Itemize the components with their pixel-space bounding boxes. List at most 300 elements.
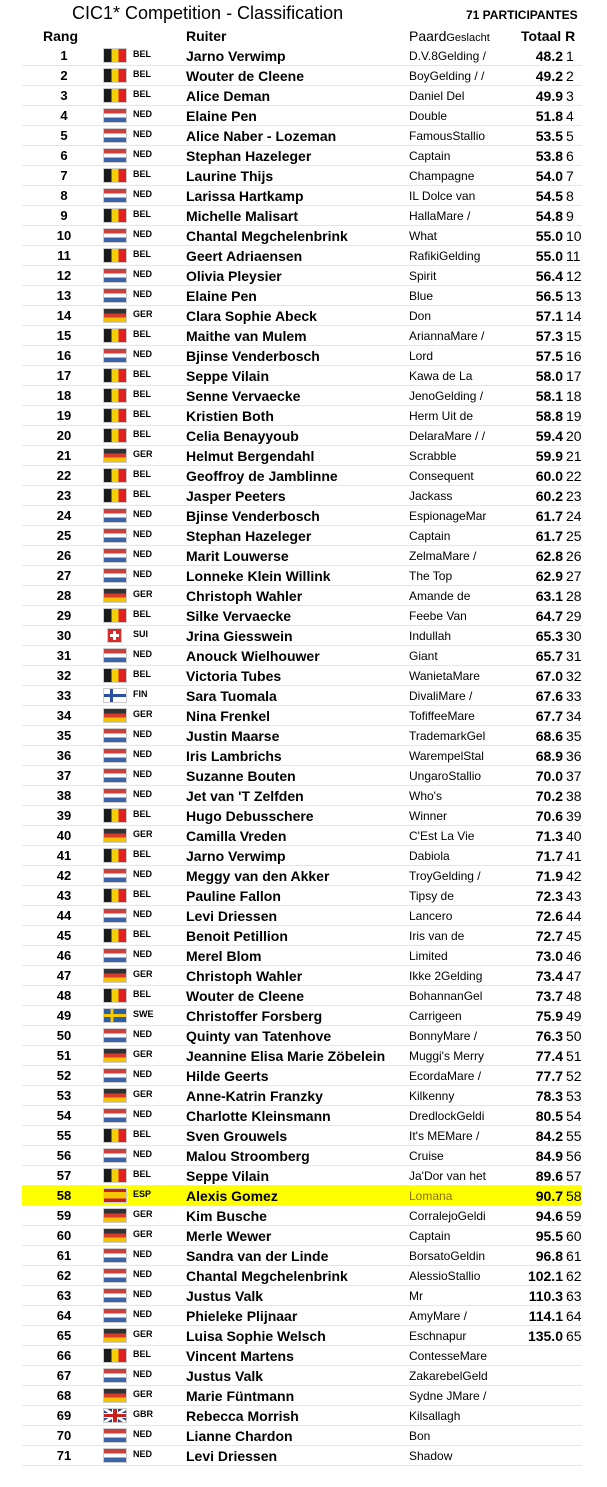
rank-cell: 29 xyxy=(56,608,72,623)
table-row xyxy=(22,86,582,106)
rider-cell: Clara Sophie Abeck xyxy=(186,308,317,324)
flag-ned-icon xyxy=(103,868,127,883)
horse-cell: Daniel Del xyxy=(409,89,465,103)
nation-cell: GER xyxy=(133,969,153,979)
table-row xyxy=(22,606,582,626)
position-cell: 36 xyxy=(566,748,582,764)
horse-cell: Scrabble xyxy=(409,449,457,463)
rider-cell: Sara Tuomala xyxy=(186,688,277,704)
flag-swe-icon xyxy=(103,1008,127,1023)
rank-cell: 7 xyxy=(60,168,68,183)
flag-bel-icon xyxy=(103,888,127,903)
rank-cell: 34 xyxy=(56,708,72,723)
horse-cell: Bon xyxy=(409,1429,431,1443)
rank-cell: 57 xyxy=(56,1168,72,1183)
rider-cell: Elaine Pen xyxy=(186,288,257,304)
rider-cell: Senne Vervaecke xyxy=(186,388,301,404)
rider-cell: Sandra van der Linde xyxy=(186,1248,329,1264)
table-row xyxy=(22,1266,582,1286)
nation-cell: NED xyxy=(133,269,153,279)
table-row xyxy=(22,846,582,866)
table-row xyxy=(22,1246,582,1266)
horse-cell: Muggi's Merry xyxy=(409,1049,484,1063)
position-cell: 33 xyxy=(566,688,582,704)
flag-bel-icon xyxy=(103,928,127,943)
table-row xyxy=(22,306,582,326)
score-cell: 67.0 xyxy=(535,668,563,684)
score-cell: 102.1 xyxy=(527,1268,563,1284)
score-cell: 67.7 xyxy=(535,708,563,724)
table-row xyxy=(22,186,582,206)
position-cell: 56 xyxy=(566,1148,582,1164)
rank-cell: 70 xyxy=(56,1428,72,1443)
table-row xyxy=(22,926,582,946)
horse-cell: Blue xyxy=(409,289,434,303)
position-cell: 4 xyxy=(566,108,574,124)
score-cell: 56.5 xyxy=(535,288,563,304)
position-cell: 28 xyxy=(566,588,582,604)
rider-cell: Lonneke Klein Willink xyxy=(186,568,331,584)
flag-ned-icon xyxy=(103,788,127,803)
score-cell: 57.1 xyxy=(535,308,563,324)
flag-ned-icon xyxy=(103,1288,127,1303)
flag-ger-icon xyxy=(103,968,127,983)
score-cell: 76.3 xyxy=(535,1028,563,1044)
rank-cell: 49 xyxy=(56,1008,72,1023)
table-row xyxy=(22,766,582,786)
position-cell: 26 xyxy=(566,548,582,564)
table-row xyxy=(22,1386,582,1406)
position-cell: 59 xyxy=(566,1208,582,1224)
rider-cell: Chantal Megchelenbrink xyxy=(186,1268,348,1284)
table-row xyxy=(22,146,582,166)
nation-cell: BEL xyxy=(133,69,151,79)
rider-cell: Sven Grouwels xyxy=(186,1128,288,1144)
flag-bel-icon xyxy=(103,808,127,823)
title-row xyxy=(0,0,607,27)
flag-bel-icon xyxy=(103,848,127,863)
horse-cell: Consequent xyxy=(409,469,474,483)
rider-cell: Silke Vervaecke xyxy=(186,608,292,624)
horse-cell: Ikke 2Gelding xyxy=(409,969,483,983)
nation-cell: BEL xyxy=(133,429,151,439)
rider-cell: Iris Lambrichs xyxy=(186,748,282,764)
horse-cell: Spirit xyxy=(409,269,437,283)
nation-cell: NED xyxy=(133,289,153,299)
rider-cell: Levi Driessen xyxy=(186,1448,278,1464)
rank-cell: 46 xyxy=(56,948,72,963)
rider-cell: Vincent Martens xyxy=(186,1348,294,1364)
table-row xyxy=(22,1326,582,1346)
flag-ger-icon xyxy=(103,1388,127,1403)
position-cell: 21 xyxy=(566,448,582,464)
score-cell: 78.3 xyxy=(535,1088,563,1104)
score-cell: 96.8 xyxy=(535,1248,563,1264)
rank-cell: 42 xyxy=(56,868,72,883)
flag-ger-icon xyxy=(103,828,127,843)
rank-cell: 56 xyxy=(56,1148,72,1163)
score-cell: 84.2 xyxy=(535,1128,563,1144)
rider-cell: Anne-Katrin Franzky xyxy=(186,1088,323,1104)
table-row xyxy=(22,786,582,806)
table-row xyxy=(22,1026,582,1046)
rank-cell: 13 xyxy=(56,288,72,303)
score-cell: 77.7 xyxy=(535,1068,563,1084)
position-cell: 55 xyxy=(566,1128,582,1144)
table-row xyxy=(22,466,582,486)
horse-cell: Dabiola xyxy=(409,849,450,863)
rider-cell: Kristien Both xyxy=(186,408,274,424)
nation-cell: GER xyxy=(133,1389,153,1399)
rider-cell: Larissa Hartkamp xyxy=(186,188,304,204)
nation-cell: GER xyxy=(133,309,153,319)
horse-cell: Cruise xyxy=(409,1149,444,1163)
rank-cell: 63 xyxy=(56,1288,72,1303)
score-cell: 62.8 xyxy=(535,548,563,564)
position-cell: 42 xyxy=(566,868,582,884)
rank-cell: 12 xyxy=(56,268,72,283)
rider-cell: Seppe Vilain xyxy=(186,1168,269,1184)
horse-cell: Feebe Van xyxy=(409,609,467,623)
table-row xyxy=(22,66,582,86)
rider-cell: Jet van 'T Zelfden xyxy=(186,788,304,804)
horse-cell: HallaMare / xyxy=(409,209,471,223)
position-cell: 57 xyxy=(566,1168,582,1184)
position-cell: 41 xyxy=(566,848,582,864)
horse-cell: Captain xyxy=(409,529,451,543)
position-cell: 35 xyxy=(566,728,582,744)
position-cell: 7 xyxy=(566,168,574,184)
nation-cell: NED xyxy=(133,129,153,139)
score-cell: 94.6 xyxy=(535,1208,563,1224)
score-cell: 61.7 xyxy=(535,528,563,544)
score-cell: 57.3 xyxy=(535,328,563,344)
rank-cell: 47 xyxy=(56,968,72,983)
horse-cell: AmyMare / xyxy=(409,1309,468,1323)
score-cell: 75.9 xyxy=(535,1008,563,1024)
table-row xyxy=(22,566,582,586)
score-cell: 72.3 xyxy=(535,888,563,904)
nation-cell: NED xyxy=(133,1449,153,1459)
table-row xyxy=(22,1086,582,1106)
flag-bel-icon xyxy=(103,608,127,623)
nation-cell: BEL xyxy=(133,49,151,59)
rider-cell: Merle Wewer xyxy=(186,1228,272,1244)
flag-bel-icon xyxy=(103,668,127,683)
rank-cell: 40 xyxy=(56,828,72,843)
score-cell: 72.7 xyxy=(535,928,563,944)
position-cell: 47 xyxy=(566,968,582,984)
position-cell: 50 xyxy=(566,1028,582,1044)
rank-cell: 50 xyxy=(56,1028,72,1043)
table-row xyxy=(22,646,582,666)
rider-cell: Bjinse Venderbosch xyxy=(186,508,320,524)
flag-ned-icon xyxy=(103,228,127,243)
rider-cell: Kim Busche xyxy=(186,1208,267,1224)
nation-cell: BEL xyxy=(133,1129,151,1139)
table-row xyxy=(22,126,582,146)
position-cell: 5 xyxy=(566,128,574,144)
position-cell: 51 xyxy=(566,1048,582,1064)
table-row xyxy=(22,246,582,266)
position-cell: 43 xyxy=(566,888,582,904)
rank-cell: 43 xyxy=(56,888,72,903)
horse-cell: BonnyMare / xyxy=(409,1029,478,1043)
rider-cell: Jarno Verwimp xyxy=(186,848,286,864)
rank-cell: 27 xyxy=(56,568,72,583)
score-cell: 64.7 xyxy=(535,608,563,624)
score-cell: 55.0 xyxy=(535,248,563,264)
position-cell: 10 xyxy=(566,228,582,244)
position-cell: 48 xyxy=(566,988,582,1004)
flag-bel-icon xyxy=(103,208,127,223)
rider-cell: Camilla Vreden xyxy=(186,828,287,844)
nation-cell: BEL xyxy=(133,489,151,499)
rank-cell: 61 xyxy=(56,1248,72,1263)
position-cell: 54 xyxy=(566,1108,582,1124)
rank-cell: 4 xyxy=(60,108,68,123)
score-cell: 59.9 xyxy=(535,448,563,464)
nation-cell: NED xyxy=(133,1289,153,1299)
rank-cell: 69 xyxy=(56,1408,72,1423)
nation-cell: BEL xyxy=(133,1349,151,1359)
nation-cell: NED xyxy=(133,229,153,239)
rank-cell: 51 xyxy=(56,1048,72,1063)
flag-bel-icon xyxy=(103,328,127,343)
position-cell: 29 xyxy=(566,608,582,624)
horse-cell: Winner xyxy=(409,809,448,823)
rider-cell: Maithe van Mulem xyxy=(186,328,307,344)
rank-cell: 22 xyxy=(56,468,72,483)
table-row xyxy=(22,886,582,906)
horse-cell: RafikiGelding xyxy=(409,249,481,263)
horse-cell: WanietaMare xyxy=(409,669,480,683)
nation-cell: ESP xyxy=(133,1189,152,1199)
nation-cell: NED xyxy=(133,749,153,759)
nation-cell: SUI xyxy=(133,629,149,639)
rider-cell: Marie Füntmann xyxy=(186,1388,295,1404)
table-row xyxy=(22,806,582,826)
table-row xyxy=(22,726,582,746)
table-row xyxy=(22,526,582,546)
flag-bel-icon xyxy=(103,1348,127,1363)
position-cell: 64 xyxy=(566,1308,582,1324)
position-cell: 20 xyxy=(566,428,582,444)
table-row xyxy=(22,1366,582,1386)
nation-cell: BEL xyxy=(133,369,151,379)
table-row xyxy=(22,906,582,926)
rider-cell: Levi Driessen xyxy=(186,908,278,924)
flag-ger-icon xyxy=(103,1208,127,1223)
rider-cell: Chantal Megchelenbrink xyxy=(186,228,348,244)
position-cell: 32 xyxy=(566,668,582,684)
table-row xyxy=(22,106,582,126)
flag-ned-icon xyxy=(103,348,127,363)
rank-cell: 8 xyxy=(60,188,68,203)
position-cell: 45 xyxy=(566,928,582,944)
rider-cell: Bjinse Venderbosch xyxy=(186,348,320,364)
score-cell: 65.3 xyxy=(535,628,563,644)
position-cell: 31 xyxy=(566,648,582,664)
rider-cell: Justin Maarse xyxy=(186,728,280,744)
position-cell: 58 xyxy=(566,1188,582,1204)
position-cell: 14 xyxy=(566,308,582,324)
nation-cell: NED xyxy=(133,869,153,879)
flag-bel-icon xyxy=(103,408,127,423)
rank-cell: 1 xyxy=(60,48,68,63)
nation-cell: NED xyxy=(133,1149,153,1159)
horse-cell: AlessioStallio xyxy=(409,1269,481,1283)
nation-cell: GER xyxy=(133,1049,153,1059)
rank-cell: 41 xyxy=(56,848,72,863)
flag-bel-icon xyxy=(103,368,127,383)
horse-cell: AriannaMare / xyxy=(409,329,485,343)
score-cell: 54.5 xyxy=(535,188,563,204)
score-cell: 73.0 xyxy=(535,948,563,964)
table-row xyxy=(22,46,582,66)
position-cell: 52 xyxy=(566,1068,582,1084)
rank-cell: 2 xyxy=(60,68,68,83)
nation-cell: BEL xyxy=(133,809,151,819)
score-cell: 68.6 xyxy=(535,728,563,744)
horse-cell: Indullah xyxy=(409,629,452,643)
rider-cell: Meggy van den Akker xyxy=(186,868,330,884)
position-cell: 13 xyxy=(566,288,582,304)
position-cell: 16 xyxy=(566,348,582,364)
flag-bel-icon xyxy=(103,168,127,183)
flag-ned-icon xyxy=(103,1068,127,1083)
flag-ned-icon xyxy=(103,1028,127,1043)
score-cell: 56.4 xyxy=(535,268,563,284)
flag-ned-icon xyxy=(103,648,127,663)
score-cell: 53.5 xyxy=(535,128,563,144)
nation-cell: NED xyxy=(133,189,153,199)
rank-cell: 45 xyxy=(56,928,72,943)
horse-cell: Double xyxy=(409,109,448,123)
page-title: CIC1* Competition - Classification xyxy=(72,3,344,23)
nation-cell: BEL xyxy=(133,249,151,259)
position-cell: 65 xyxy=(566,1328,582,1344)
rank-cell: 35 xyxy=(56,728,72,743)
rider-cell: Christoph Wahler xyxy=(186,588,303,604)
nation-cell: BEL xyxy=(133,169,151,179)
flag-ned-icon xyxy=(103,1308,127,1323)
horse-cell: EspionageMar xyxy=(409,509,487,523)
rider-cell: Quinty van Tatenhove xyxy=(186,1028,332,1044)
score-cell: 54.0 xyxy=(535,168,563,184)
position-cell: 37 xyxy=(566,768,582,784)
flag-ger-icon xyxy=(103,1088,127,1103)
horse-cell: BohannanGel xyxy=(409,989,483,1003)
rank-cell: 65 xyxy=(56,1328,72,1343)
table-row xyxy=(22,626,582,646)
rank-cell: 26 xyxy=(56,548,72,563)
rider-cell: Michelle Malisart xyxy=(186,208,299,224)
nation-cell: GER xyxy=(133,1209,153,1219)
position-cell: 23 xyxy=(566,488,582,504)
flag-bel-icon xyxy=(103,428,127,443)
rank-cell: 3 xyxy=(60,88,68,103)
nation-cell: GER xyxy=(133,1329,153,1339)
position-cell: 1 xyxy=(566,48,574,64)
table-row xyxy=(22,1166,582,1186)
table-row xyxy=(22,686,582,706)
rider-cell: Stephan Hazeleger xyxy=(186,528,312,544)
table-row xyxy=(22,1186,582,1206)
rider-cell: Pauline Fallon xyxy=(186,888,281,904)
horse-cell: Jackass xyxy=(409,489,453,503)
rider-cell: Helmut Bergendahl xyxy=(186,448,315,464)
rank-cell: 67 xyxy=(56,1368,72,1383)
horse-cell: Lancero xyxy=(409,909,453,923)
table-row xyxy=(22,826,582,846)
nation-cell: GER xyxy=(133,449,153,459)
score-cell: 63.1 xyxy=(535,588,563,604)
nation-cell: NED xyxy=(133,649,153,659)
participant-count: 71 PARTICIPANTES xyxy=(466,8,578,22)
horse-cell: WarempelStal xyxy=(409,749,484,763)
rank-cell: 37 xyxy=(56,768,72,783)
flag-bel-icon xyxy=(103,488,127,503)
position-cell: 49 xyxy=(566,1008,582,1024)
horse-cell: FamousStallio xyxy=(409,129,486,143)
score-cell: 110.3 xyxy=(528,1288,563,1304)
nation-cell: NED xyxy=(133,509,153,519)
score-cell: 49.9 xyxy=(535,88,563,104)
table-row xyxy=(22,506,582,526)
horse-cell: D.V.8Gelding / xyxy=(409,49,486,63)
score-cell: 62.9 xyxy=(535,568,563,584)
horse-cell: TrademarkGel xyxy=(409,729,486,743)
score-cell: 73.7 xyxy=(535,988,563,1004)
score-cell: 73.4 xyxy=(535,968,563,984)
horse-cell: Who's xyxy=(409,789,442,803)
horse-cell: Lomana xyxy=(409,1189,453,1203)
rank-cell: 68 xyxy=(56,1388,72,1403)
flag-ned-icon xyxy=(103,1428,127,1443)
rider-cell: Nina Frenkel xyxy=(186,708,271,724)
position-cell: 17 xyxy=(566,368,582,384)
table-row xyxy=(22,446,582,466)
rank-cell: 17 xyxy=(56,368,72,383)
nation-cell: NED xyxy=(133,729,153,739)
score-cell: 58.1 xyxy=(535,388,563,404)
rank-cell: 19 xyxy=(56,408,72,423)
nation-cell: NED xyxy=(133,1369,153,1379)
flag-ned-icon xyxy=(103,288,127,303)
horse-cell: Lord xyxy=(409,349,434,363)
flag-bel-icon xyxy=(103,1128,127,1143)
rider-cell: Luisa Sophie Welsch xyxy=(186,1328,326,1344)
horse-cell: It's MEMare / xyxy=(409,1129,480,1143)
horse-cell: IL Dolce van xyxy=(409,189,476,203)
horse-cell: EcordaMare / xyxy=(409,1069,482,1083)
flag-ned-icon xyxy=(103,1148,127,1163)
score-cell: 59.4 xyxy=(535,428,563,444)
flag-ned-icon xyxy=(103,728,127,743)
rider-cell: Elaine Pen xyxy=(186,108,257,124)
horse-cell: Eschnapur xyxy=(409,1329,467,1343)
header-totaal: Totaal R xyxy=(521,28,576,44)
horse-cell: DredlockGeldi xyxy=(409,1109,485,1123)
horse-cell: Kilsallagh xyxy=(409,1409,461,1423)
rider-cell: Suzanne Bouten xyxy=(186,768,296,784)
position-cell: 60 xyxy=(566,1228,582,1244)
rider-cell: Justus Valk xyxy=(186,1368,264,1384)
score-cell: 65.7 xyxy=(535,648,563,664)
rank-cell: 28 xyxy=(56,588,72,603)
rank-cell: 30 xyxy=(56,628,72,643)
